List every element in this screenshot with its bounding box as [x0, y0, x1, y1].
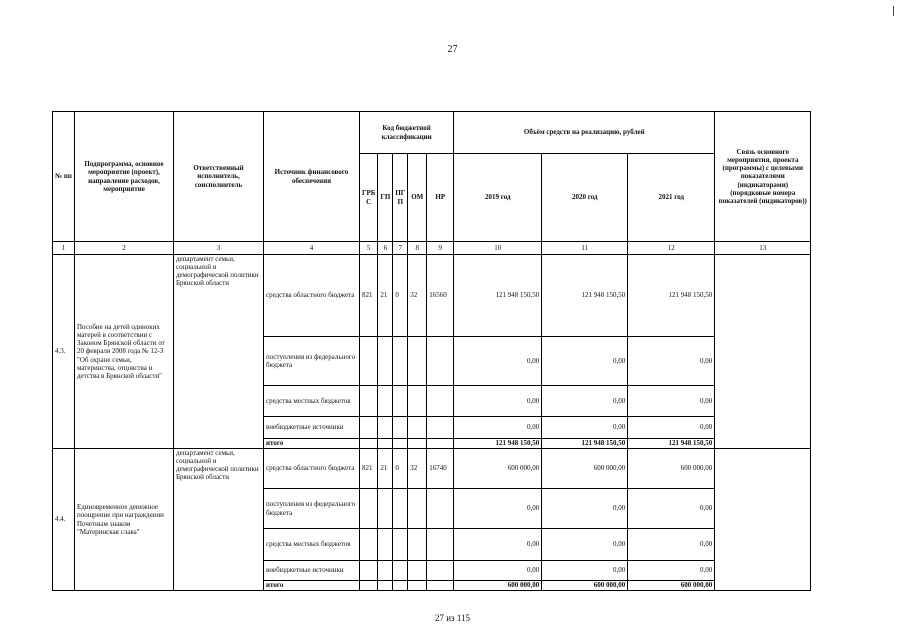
total-2021: 600 000,00: [628, 581, 715, 591]
amount-2021: 0,00: [628, 489, 715, 529]
header-volume: Объём средств на реализацию, рублей: [454, 112, 715, 154]
page-edge-mark: [893, 6, 894, 16]
row-name: Пособие на детей одиноких матерей в соответствии с Законом Брянской области от 20 февраля 2008 года № 12-З "Об охране семьи, материнства, отцовства и детства в Брянской области": [75, 255, 174, 449]
page-number: 27: [447, 44, 458, 55]
amount-2021: 121 948 150,50: [628, 255, 715, 337]
grbs-cell: [360, 386, 378, 417]
pgp-cell: [393, 581, 408, 591]
source-cell: итого: [264, 439, 360, 449]
nr-cell: [427, 561, 454, 581]
source-cell: средства местных бюджетов: [264, 386, 360, 417]
gp-cell: [378, 417, 393, 439]
grbs-cell: [360, 337, 378, 386]
source-cell: средства областного бюджета: [264, 255, 360, 337]
pgp-cell: [393, 489, 408, 529]
column-number: 9: [427, 242, 454, 255]
column-number: 13: [715, 242, 811, 255]
amount-2021: 0,00: [628, 337, 715, 386]
column-number: 11: [542, 242, 628, 255]
pgp-cell: [393, 337, 408, 386]
amount-2020: 0,00: [542, 529, 628, 561]
om-cell: 32: [408, 255, 427, 337]
header-num: № пп: [53, 112, 75, 242]
grbs-cell: [360, 561, 378, 581]
nr-cell: [427, 529, 454, 561]
amount-2020: 0,00: [542, 489, 628, 529]
amount-2019: 0,00: [454, 386, 542, 417]
om-cell: [408, 489, 427, 529]
nr-cell: [427, 337, 454, 386]
page-footer: 27 из 115: [434, 613, 471, 623]
column-number: 12: [628, 242, 715, 255]
amount-2020: 121 948 150,50: [542, 255, 628, 337]
link-cell: [715, 255, 811, 449]
nr-cell: [427, 439, 454, 449]
gp-cell: 21: [378, 255, 393, 337]
om-cell: [408, 417, 427, 439]
column-number: 3: [174, 242, 264, 255]
source-cell: средства местных бюджетов: [264, 529, 360, 561]
om-cell: [408, 529, 427, 561]
nr-cell: [427, 417, 454, 439]
amount-2021: 0,00: [628, 529, 715, 561]
amount-2019: 0,00: [454, 489, 542, 529]
gp-cell: [378, 529, 393, 561]
budget-table: [52, 111, 811, 591]
pgp-cell: [393, 529, 408, 561]
gp-cell: [378, 489, 393, 529]
column-number: 8: [408, 242, 427, 255]
column-number: 5: [360, 242, 378, 255]
header-2021: 2021 год: [628, 154, 715, 242]
amount-2021: 0,00: [628, 417, 715, 439]
gp-cell: [378, 581, 393, 591]
amount-2020: 0,00: [542, 561, 628, 581]
source-cell: внебюджетные источники: [264, 417, 360, 439]
om-cell: [408, 581, 427, 591]
amount-2019: 600 000,00: [454, 449, 542, 489]
header-link: Связь основного мероприятия, проекта (программы) с целевыми показателями (индикаторами) (порядковые номера показателей (индикаторов)): [715, 112, 811, 242]
pgp-cell: [393, 417, 408, 439]
nr-cell: [427, 386, 454, 417]
header-gp: ГП: [378, 154, 393, 242]
column-number: 7: [393, 242, 408, 255]
nr-cell: 16740: [427, 449, 454, 489]
total-2019: 121 948 150,50: [454, 439, 542, 449]
nr-cell: 16560: [427, 255, 454, 337]
total-2020: 600 000,00: [542, 581, 628, 591]
source-cell: поступления из федерального бюджета: [264, 489, 360, 529]
header-2020: 2020 год: [542, 154, 628, 242]
header-executor: Ответственный исполнитель, соисполнитель: [174, 112, 264, 242]
column-number: 4: [264, 242, 360, 255]
amount-2020: 0,00: [542, 417, 628, 439]
amount-2020: 0,00: [542, 386, 628, 417]
om-cell: [408, 439, 427, 449]
column-number-row: [53, 242, 811, 255]
header-pgp: ПГ П: [393, 154, 408, 242]
column-number: 6: [378, 242, 393, 255]
grbs-cell: [360, 417, 378, 439]
table-row: [53, 255, 811, 337]
header-2019: 2019 год: [454, 154, 542, 242]
source-cell: внебюджетные источники: [264, 561, 360, 581]
om-cell: [408, 561, 427, 581]
total-2021: 121 948 150,50: [628, 439, 715, 449]
row-executor: департамент семьи, социальной и демографической политики Брянской области: [174, 449, 264, 591]
header-subprogram: Подпрограмма, основное мероприятие (проект), направление расходов, мероприятие: [75, 112, 174, 242]
amount-2019: 0,00: [454, 417, 542, 439]
link-cell: [715, 449, 811, 591]
amount-2021: 0,00: [628, 386, 715, 417]
gp-cell: 21: [378, 449, 393, 489]
column-number: 10: [454, 242, 542, 255]
grbs-cell: [360, 581, 378, 591]
amount-2021: 600 000,00: [628, 449, 715, 489]
grbs-cell: [360, 489, 378, 529]
amount-2020: 0,00: [542, 337, 628, 386]
header-grbs: ГРБ С: [360, 154, 378, 242]
row-executor: департамент семьи, социальной и демографической политики Брянской области: [174, 255, 264, 449]
pgp-cell: 0: [393, 255, 408, 337]
pgp-cell: [393, 439, 408, 449]
pgp-cell: [393, 386, 408, 417]
amount-2019: 0,00: [454, 561, 542, 581]
grbs-cell: 821: [360, 449, 378, 489]
om-cell: 32: [408, 449, 427, 489]
header-budget-code: Код бюджетной классификации: [360, 112, 454, 154]
amount-2021: 0,00: [628, 561, 715, 581]
grbs-cell: [360, 439, 378, 449]
header-om: ОМ: [408, 154, 427, 242]
column-number: 1: [53, 242, 75, 255]
pgp-cell: 0: [393, 449, 408, 489]
gp-cell: [378, 439, 393, 449]
grbs-cell: [360, 529, 378, 561]
row-number: 4.3.: [53, 255, 75, 449]
amount-2020: 600 000,00: [542, 449, 628, 489]
row-number: 4.4.: [53, 449, 75, 591]
amount-2019: 121 948 150,50: [454, 255, 542, 337]
om-cell: [408, 337, 427, 386]
nr-cell: [427, 489, 454, 529]
amount-2019: 0,00: [454, 529, 542, 561]
om-cell: [408, 386, 427, 417]
pgp-cell: [393, 561, 408, 581]
source-cell: средства областного бюджета: [264, 449, 360, 489]
nr-cell: [427, 581, 454, 591]
amount-2019: 0,00: [454, 337, 542, 386]
total-2020: 121 948 150,50: [542, 439, 628, 449]
source-cell: итого: [264, 581, 360, 591]
header-source: Источник финансового обеспечения: [264, 112, 360, 242]
grbs-cell: 821: [360, 255, 378, 337]
gp-cell: [378, 561, 393, 581]
gp-cell: [378, 386, 393, 417]
total-2019: 600 000,00: [454, 581, 542, 591]
row-name: Единовременное денежное поощрение при награждении Почетным знаком "Материнская слава": [75, 449, 174, 591]
source-cell: поступления из федерального бюджета: [264, 337, 360, 386]
column-number: 2: [75, 242, 174, 255]
table-row: [53, 449, 811, 489]
header-nr: НР: [427, 154, 454, 242]
gp-cell: [378, 337, 393, 386]
